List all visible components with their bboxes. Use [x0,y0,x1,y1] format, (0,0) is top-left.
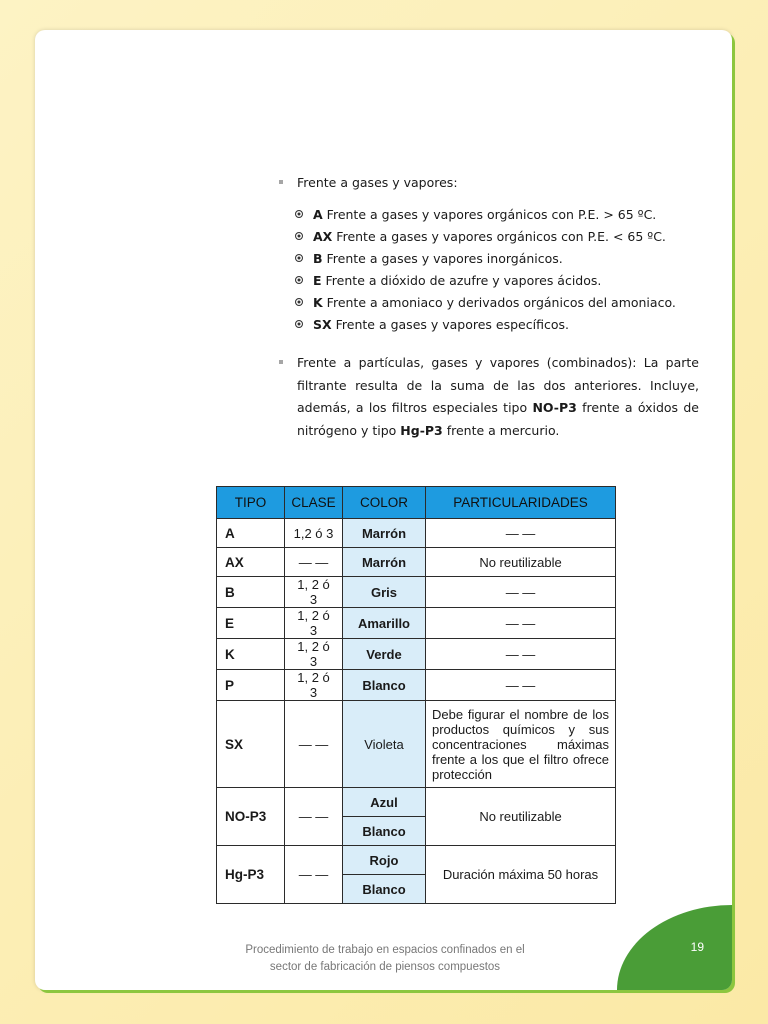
footer-line-1: Procedimiento de trabajo en espacios confinados en el [245,944,525,956]
filter-type-list [295,204,699,336]
header-particularidades: PARTICULARIDADES [426,487,616,519]
bullet-title: Frente a gases y vapores: [297,175,458,190]
table-row: K 1, 2 ó 3 Verde — — [217,639,616,670]
page-number: 19 [690,940,704,954]
list-item: AX Frente a gases y vapores orgánicos con P.E. < 65 ºC. [295,226,699,248]
header-color: COLOR [343,487,426,519]
table-row: SX — — Violeta Debe figurar el nombre de los productos químicos y sus concentraciones máximas frente a los que el filtro ofrece protección [217,701,616,788]
document-page [35,30,732,990]
footer-line-2: sector de fabricación de piensos compuestos [269,961,501,973]
bullet-gases-vapores [279,172,699,194]
square-bullet-icon [279,180,283,184]
table-row: Blanco [217,817,616,846]
ring-bullet-icon [295,210,303,218]
list-item: K Frente a amoniaco y derivados orgánicos del amoniaco. [295,292,699,314]
ring-bullet-icon [295,276,303,284]
table-row: NO-P3 — — Azul No reutilizable [217,788,616,817]
bullet-combinados: Frente a partículas, gases y vapores (combinados): La parte filtrante resulta de la suma de las dos anteriores. Incluye, además, a los filtros especiales tipo NO-P3 frente a óxidos de nitrógeno y tipo Hg-P3 frente a mercurio. [279,352,699,442]
filter-table [216,486,616,904]
list-item: SX Frente a gases y vapores específicos. [295,314,699,336]
list-item: B Frente a gases y vapores inorgánicos. [295,248,699,270]
ring-bullet-icon [295,254,303,262]
table-row: Hg-P3 — — Rojo Duración máxima 50 horas [217,846,616,875]
green-corner-decoration [617,905,732,990]
table-row: AX — — Marrón No reutilizable [217,548,616,577]
square-bullet-icon [279,360,283,364]
header-tipo: TIPO [217,487,285,519]
list-item: E Frente a dióxido de azufre y vapores ácidos. [295,270,699,292]
ring-bullet-icon [295,232,303,240]
table-row: A 1,2 ó 3 Marrón — — [217,519,616,548]
header-clase: CLASE [285,487,343,519]
page-footer [230,942,540,976]
table-row: E 1, 2 ó 3 Amarillo — — [217,608,616,639]
list-item: A Frente a gases y vapores orgánicos con P.E. > 65 ºC. [295,204,699,226]
ring-bullet-icon [295,320,303,328]
table-header-row [217,487,616,519]
table-row: P 1, 2 ó 3 Blanco — — [217,670,616,701]
content-area [279,172,699,442]
ring-bullet-icon [295,298,303,306]
table-row: Blanco [217,875,616,904]
table-row: B 1, 2 ó 3 Gris — — [217,577,616,608]
